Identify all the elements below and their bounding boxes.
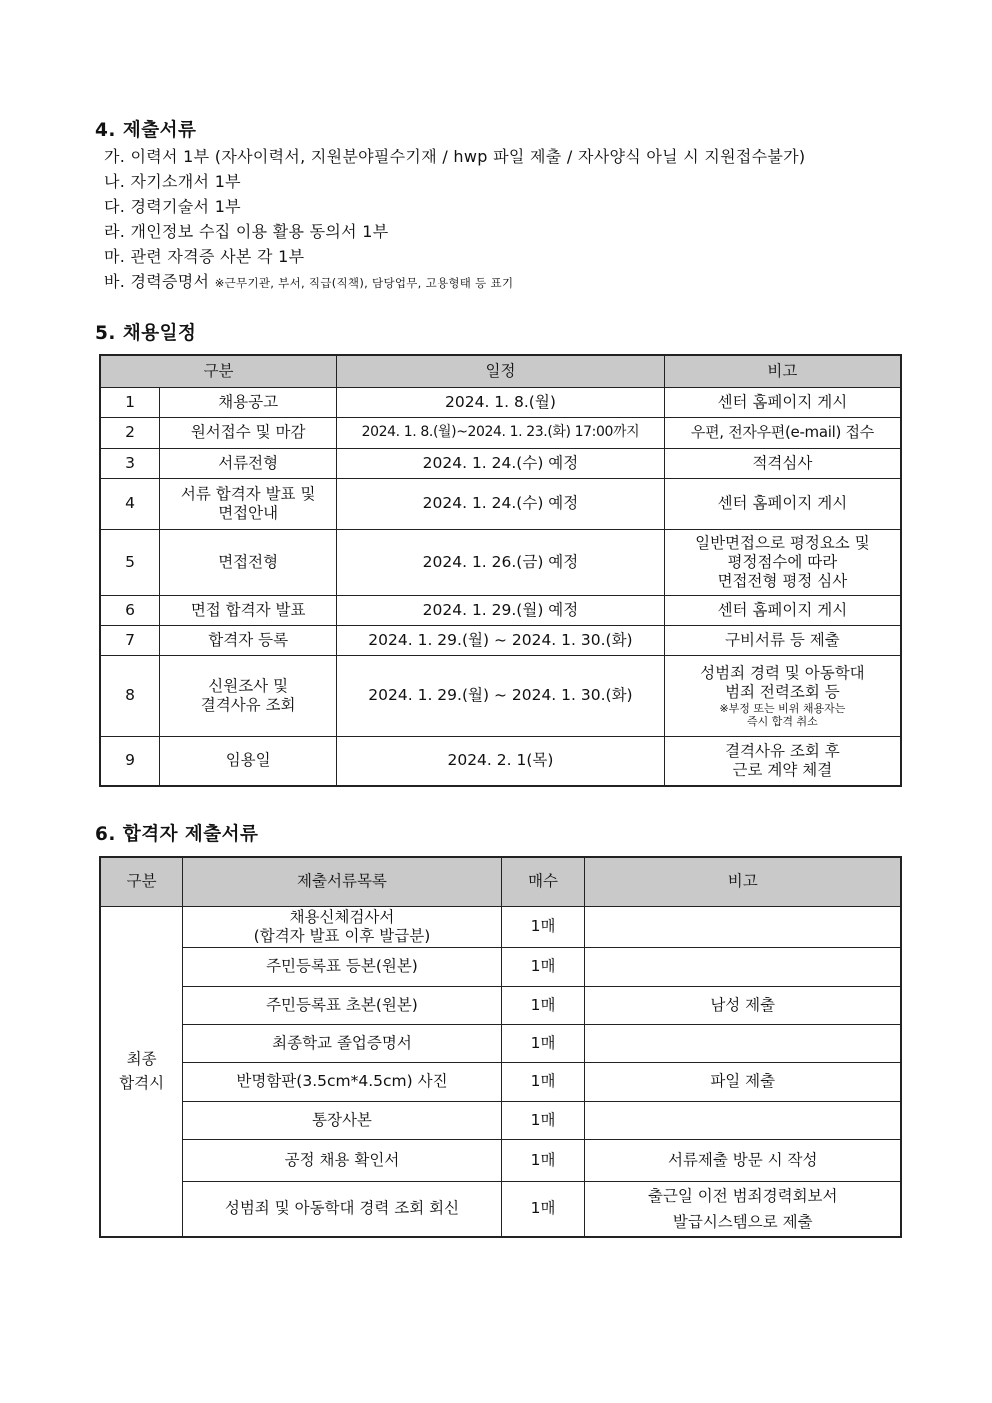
row-date: 2024. 1. 26.(금) 예정 — [337, 529, 665, 595]
submission-doc-list — [104, 144, 805, 296]
row-doc: 반명함판(3.5cm*4.5cm) 사진 — [183, 1062, 501, 1101]
list-item-note: ※근무기관, 부서, 직급(직책), 담당업무, 고용형태 등 표기 — [214, 276, 514, 290]
row-number: 6 — [100, 595, 160, 625]
header-remarks: 비고 — [585, 857, 901, 906]
row-number: 3 — [100, 448, 160, 478]
row-stage: 서류 합격자 발표 및 면접안내 — [160, 478, 337, 529]
row-stage: 임용일 — [160, 736, 337, 786]
row-number: 8 — [100, 655, 160, 736]
row-date: 2024. 1. 29.(월) ~ 2024. 1. 30.(화) — [337, 625, 665, 655]
row-note: 파일 제출 — [585, 1062, 901, 1101]
row-stage: 합격자 등록 — [160, 625, 337, 655]
table-row — [100, 736, 901, 786]
row-doc: 성범죄 및 아동학대 경력 조회 회신 — [183, 1181, 501, 1237]
table-row — [100, 1181, 901, 1237]
list-item: 가. 이력서 1부 (자사이력서, 지원분야필수기재 / hwp 파일 제출 / 자사양식 아닐 시 지원접수불가) — [104, 147, 806, 166]
row-note: 센터 홈페이지 게시 — [664, 387, 901, 417]
list-item: 라. 개인정보 수집 이용 활용 동의서 1부 — [104, 222, 389, 241]
row-date: 2024. 1. 24.(수) 예정 — [337, 478, 665, 529]
row-doc: 주민등록표 등본(원본) — [183, 947, 501, 986]
row-stage: 신원조사 및 결격사유 조회 — [160, 655, 337, 736]
row-date: 2024. 2. 1(목) — [337, 736, 665, 786]
row-date: 2024. 1. 8.(월)~2024. 1. 23.(화) 17:00까지 — [337, 417, 665, 448]
table-row — [100, 595, 901, 625]
row-count: 1매 — [501, 1139, 585, 1181]
row-note: 출근일 이전 범죄경력회보서 발급시스템으로 제출 — [585, 1181, 901, 1237]
row-stage: 서류전형 — [160, 448, 337, 478]
header-category: 구분 — [100, 857, 183, 906]
table-row — [100, 529, 901, 595]
row-date: 2024. 1. 8.(월) — [337, 387, 665, 417]
table-row — [100, 655, 901, 736]
row-date: 2024. 1. 29.(월) 예정 — [337, 595, 665, 625]
row-stage: 원서접수 및 마감 — [160, 417, 337, 448]
table-row — [100, 1062, 901, 1101]
row-count: 1매 — [501, 947, 585, 986]
row-count: 1매 — [501, 906, 585, 947]
table-row — [100, 1101, 901, 1139]
row-note: 일반면접으로 평정요소 및 평정점수에 따라 면접전형 평정 심사 — [664, 529, 901, 595]
row-number: 4 — [100, 478, 160, 529]
row-doc: 통장사본 — [183, 1101, 501, 1139]
header-remarks: 비고 — [664, 355, 901, 387]
row-note: 적격심사 — [664, 448, 901, 478]
row-number: 5 — [100, 529, 160, 595]
section4-title: 4. 제출서류 — [95, 120, 197, 141]
row-note — [585, 947, 901, 986]
row-note: 구비서류 등 제출 — [664, 625, 901, 655]
table-row — [100, 986, 901, 1024]
table-row — [100, 417, 901, 448]
row-count: 1매 — [501, 1181, 585, 1237]
header-schedule: 일정 — [337, 355, 665, 387]
header-count: 매수 — [501, 857, 585, 906]
list-item: 마. 관련 자격증 사본 각 1부 — [104, 247, 305, 266]
row-note-cell — [664, 655, 901, 736]
table-header-row — [100, 857, 901, 906]
final-documents-table — [99, 856, 902, 1238]
list-item: 나. 자기소개서 1부 — [104, 172, 241, 191]
table-row — [100, 625, 901, 655]
row-number: 7 — [100, 625, 160, 655]
table-row — [100, 387, 901, 417]
row-note — [585, 906, 901, 947]
row-count: 1매 — [501, 1062, 585, 1101]
header-doc-list: 제출서류목록 — [183, 857, 501, 906]
row-number: 2 — [100, 417, 160, 448]
row-stage: 면접 합격자 발표 — [160, 595, 337, 625]
group-label: 최종 합격시 — [100, 906, 183, 1237]
row-note — [585, 1024, 901, 1062]
row-number: 1 — [100, 387, 160, 417]
row-note: 센터 홈페이지 게시 — [664, 478, 901, 529]
table-row — [100, 906, 901, 947]
row-count: 1매 — [501, 986, 585, 1024]
row-note: 우편, 전자우편(e-mail) 접수 — [664, 417, 901, 448]
list-item: 바. 경력증명서 ※근무기관, 부서, 직급(직책), 담당업무, 고용형태 등 표기 — [104, 272, 514, 291]
schedule-table — [99, 354, 902, 787]
table-row — [100, 448, 901, 478]
section6-title: 6. 합격자 제출서류 — [95, 824, 259, 845]
row-stage: 면접전형 — [160, 529, 337, 595]
row-doc: 채용신체검사서 (합격자 발표 이후 발급분) — [183, 906, 501, 947]
row-count: 1매 — [501, 1101, 585, 1139]
row-count: 1매 — [501, 1024, 585, 1062]
row-note: 결격사유 조회 후 근로 계약 체결 — [664, 736, 901, 786]
row-subnote: ※부정 또는 비위 채용자는 즉시 합격 취소 — [719, 701, 846, 728]
row-note: 성범죄 경력 및 아동학대 범죄 전력조회 등 — [700, 663, 865, 701]
table-row — [100, 1024, 901, 1062]
section5-title: 5. 채용일정 — [95, 323, 197, 344]
row-doc: 최종학교 졸업증명서 — [183, 1024, 501, 1062]
row-number: 9 — [100, 736, 160, 786]
row-note — [585, 1101, 901, 1139]
row-doc: 주민등록표 초본(원본) — [183, 986, 501, 1024]
row-note: 남성 제출 — [585, 986, 901, 1024]
row-doc: 공정 채용 확인서 — [183, 1139, 501, 1181]
row-date: 2024. 1. 24.(수) 예정 — [337, 448, 665, 478]
row-note: 센터 홈페이지 게시 — [664, 595, 901, 625]
row-note: 서류제출 방문 시 작성 — [585, 1139, 901, 1181]
list-item: 다. 경력기술서 1부 — [104, 197, 241, 216]
row-date: 2024. 1. 29.(월) ~ 2024. 1. 30.(화) — [337, 655, 665, 736]
table-row — [100, 478, 901, 529]
header-category: 구분 — [100, 355, 337, 387]
table-row — [100, 947, 901, 986]
table-header-row — [100, 355, 901, 387]
table-row — [100, 1139, 901, 1181]
row-stage: 채용공고 — [160, 387, 337, 417]
